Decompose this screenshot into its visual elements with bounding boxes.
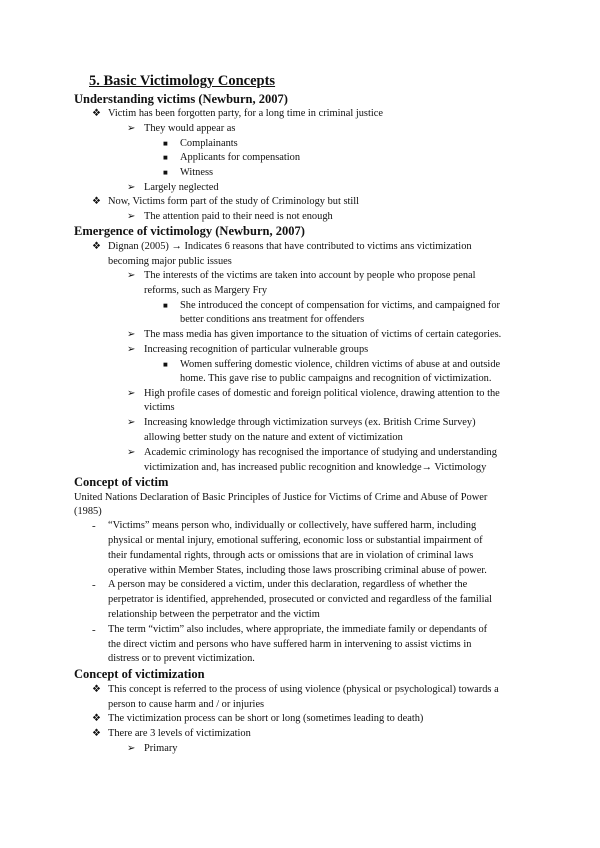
paragraph-intro-continuation: (1985) [74, 506, 102, 517]
list-item: Largely neglected [144, 182, 219, 193]
dash-bullet-icon: - [92, 579, 96, 591]
list-item: They would appear as [144, 123, 236, 134]
list-item-continuation: victims [144, 402, 175, 413]
paragraph-intro: United Nations Declaration of Basic Principles of Justice for Victims of Crime and Abuse of Power [74, 492, 488, 503]
list-item: Dignan (2005) → Indicates 6 reasons that have contributed to victims ans victimization [108, 241, 472, 252]
list-item: Witness [180, 167, 214, 178]
arrow-bullet-icon: ➢ [127, 417, 136, 428]
list-item-continuation: their fundamental rights, through acts or omissions that are in violation of criminal laws [108, 550, 474, 561]
list-item: “Victims” means person who, individually or collectively, have suffered harm, including [108, 520, 477, 531]
list-item: Now, Victims form part of the study of Criminology but still [108, 196, 360, 207]
list-item: High profile cases of domestic and foreign political violence, drawing attention to the [144, 388, 500, 399]
list-item: Victim has been forgotten party, for a long time in criminal justice [108, 108, 383, 119]
arrow-bullet-icon: ➢ [127, 344, 136, 355]
list-item: There are 3 levels of victimization [108, 728, 251, 739]
list-item: The mass media has given importance to the situation of victims of certain categories. [144, 329, 502, 340]
arrow-bullet-icon: ➢ [127, 182, 136, 193]
list-item-continuation: better conditions ans treatment for offenders [180, 314, 365, 325]
list-item: Complainants [180, 138, 238, 149]
arrow-bullet-icon: ➢ [127, 388, 136, 399]
list-item-continuation: allowing better study on the nature and extent of victimization [144, 432, 403, 443]
diamond-bullet-icon: ❖ [92, 196, 101, 207]
square-bullet-icon: ■ [163, 153, 168, 162]
diamond-bullet-icon: ❖ [92, 713, 101, 724]
diamond-bullet-icon: ❖ [92, 241, 101, 252]
list-item: Increasing recognition of particular vulnerable groups [144, 344, 369, 355]
arrow-bullet-icon: ➢ [127, 743, 136, 754]
list-item-continuation: person to cause harm and / or injuries [108, 699, 265, 710]
list-item-continuation: reforms, such as Margery Fry [144, 285, 268, 296]
page-title: 5. Basic Victimology Concepts [89, 73, 276, 89]
heading-understanding-victims: Understanding victims (Newburn, 2007) [74, 92, 288, 106]
list-item: A person may be considered a victim, under this declaration, regardless of whether the [108, 579, 468, 590]
list-item: Academic criminology has recognised the importance of studying and understanding [144, 447, 497, 458]
square-bullet-icon: ■ [163, 301, 168, 310]
list-item: The victimization process can be short or long (sometimes leading to death) [108, 713, 424, 724]
diamond-bullet-icon: ❖ [92, 108, 101, 119]
heading-concept-of-victimization: Concept of victimization [74, 667, 205, 681]
arrow-bullet-icon: ➢ [127, 123, 136, 134]
list-item-continuation: perpetrator is identified, apprehended, prosecuted or convicted and regardless of the familial [108, 594, 493, 605]
list-item-continuation: operative within Member States, including those laws proscribing criminal abuse of power. [108, 565, 487, 576]
arrow-bullet-icon: ➢ [127, 329, 136, 340]
dash-bullet-icon: - [92, 624, 96, 636]
heading-emergence-of-victimology: Emergence of victimology (Newburn, 2007) [74, 224, 305, 238]
square-bullet-icon: ■ [163, 168, 168, 177]
square-bullet-icon: ■ [163, 360, 168, 369]
square-bullet-icon: ■ [163, 139, 168, 148]
list-item-continuation: relationship between the perpetrator and the victim [108, 609, 320, 620]
list-item: Primary [144, 743, 178, 754]
arrow-bullet-icon: ➢ [127, 270, 136, 281]
list-item-continuation: physical or mental injury, emotional suffering, economic loss or substantial impairment of [108, 535, 483, 546]
list-item: The attention paid to their need is not enough [144, 211, 333, 222]
diamond-bullet-icon: ❖ [92, 684, 101, 695]
diamond-bullet-icon: ❖ [92, 728, 101, 739]
list-item-continuation: distress or to prevent victimization. [108, 653, 255, 664]
list-item: She introduced the concept of compensation for victims, and campaigned for [180, 300, 500, 311]
list-item-continuation: victimization and, has increased public recognition and knowledge→ Victimology [144, 462, 487, 473]
list-item: The term “victim” also includes, where appropriate, the immediate family or dependants of [108, 624, 488, 635]
list-item: This concept is referred to the process of using violence (physical or psychological) towards a [108, 684, 499, 695]
list-item: Applicants for compensation [180, 152, 301, 163]
list-item: Women suffering domestic violence, children victims of abuse at and outside [180, 359, 501, 370]
list-item-continuation: home. This gave rise to public campaigns and recognition of victimization. [180, 373, 492, 384]
arrow-bullet-icon: ➢ [127, 447, 136, 458]
heading-concept-of-victim: Concept of victim [74, 475, 169, 489]
list-item: Increasing knowledge through victimization surveys (ex. British Crime Survey) [144, 417, 476, 428]
arrow-bullet-icon: ➢ [127, 211, 136, 222]
dash-bullet-icon: - [92, 520, 96, 532]
list-item-continuation: becoming major public issues [108, 256, 232, 267]
list-item: The interests of the victims are taken into account by people who propose penal [144, 270, 476, 281]
list-item-continuation: the direct victim and persons who have suffered harm in intervening to assist victims in [108, 639, 472, 650]
